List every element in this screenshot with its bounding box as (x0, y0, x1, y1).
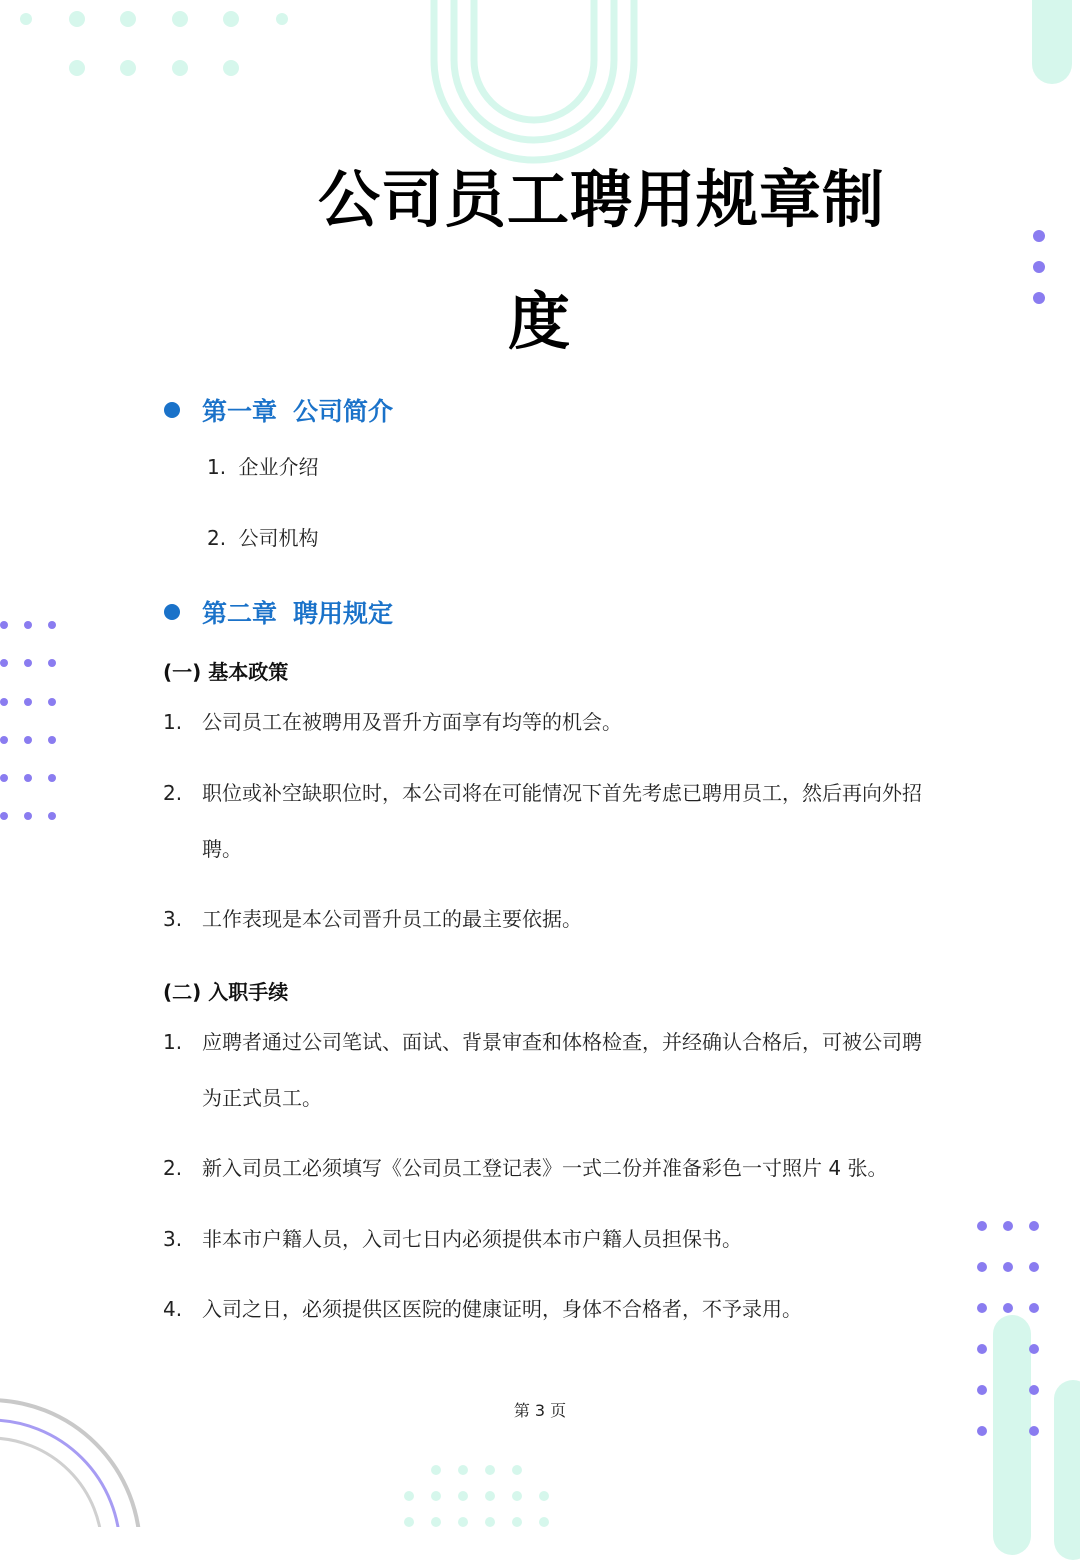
item-text: 职位或补空缺职位时，本公司将在可能情况下首先考虑已聘用员工，然后再向外招聘。 (202, 781, 922, 861)
bottom-center-mint-dots (400, 1460, 560, 1527)
item-text: 入司之日，必须提供区医院的健康证明，身体不合格者，不予录用。 (202, 1297, 802, 1321)
item-text: 公司机构 (238, 526, 319, 550)
section-1-item-1 (163, 694, 933, 750)
chapter-1-label: 第一章 (202, 397, 278, 426)
chapter-1-heading (164, 392, 393, 428)
top-right-mint-pill (1032, 0, 1072, 84)
section-1-heading: (一) 基本政策 (163, 660, 289, 684)
item-number: 3. (163, 1227, 183, 1251)
right-purple-dots (1030, 226, 1050, 310)
item-text: 非本市户籍人员，入司七日内必须提供本市户籍人员担保书。 (202, 1227, 742, 1251)
item-text: 企业介绍 (238, 455, 319, 479)
item-text: 新入司员工必须填写《公司员工登记表》一式二份并准备彩色一寸照片 4 张。 (202, 1156, 888, 1180)
item-number: 2. (163, 781, 183, 805)
chapter-1-item-2 (207, 522, 318, 551)
section-2-item-3 (163, 1211, 933, 1267)
chapter-1-title: 公司简介 (293, 397, 394, 426)
chapter-2-label: 第二章 (202, 599, 278, 628)
chapter-2-heading (164, 594, 393, 630)
section-1-item-3 (163, 891, 933, 947)
item-number: 3. (163, 907, 183, 931)
page-title-line-2: 度 (508, 285, 572, 358)
chapter-1-item-1 (207, 451, 318, 480)
item-number: 4. (163, 1297, 183, 1321)
page-title-line-1: 公司员工聘用规章制 (318, 163, 886, 236)
bullet-icon (164, 402, 180, 418)
section-2-item-4 (163, 1281, 933, 1337)
chapter-2-title: 聘用规定 (293, 599, 394, 628)
item-number: 2. (163, 1156, 183, 1180)
item-text: 公司员工在被聘用及晋升方面享有均等的机会。 (202, 710, 622, 734)
item-number: 2. (207, 526, 227, 550)
page-number: 第 3 页 (513, 1401, 567, 1420)
section-2-item-2 (163, 1140, 933, 1196)
top-arch-decoration (428, 0, 640, 170)
item-text: 应聘者通过公司笔试、面试、背景审查和体格检查，并经确认合格后，可被公司聘为正式员工。 (202, 1030, 922, 1110)
left-purple-dots-grid (0, 615, 64, 830)
item-number: 1. (163, 1030, 183, 1054)
item-number: 1. (207, 455, 227, 479)
bullet-icon (164, 604, 180, 620)
section-2-heading: (二) 入职手续 (163, 980, 289, 1004)
top-left-dots-decoration (0, 0, 300, 90)
item-text: 工作表现是本公司晋升员工的最主要依据。 (202, 907, 582, 931)
item-number: 1. (163, 710, 183, 734)
section-2-item-1 (163, 1014, 933, 1126)
section-1-item-2 (163, 765, 933, 877)
